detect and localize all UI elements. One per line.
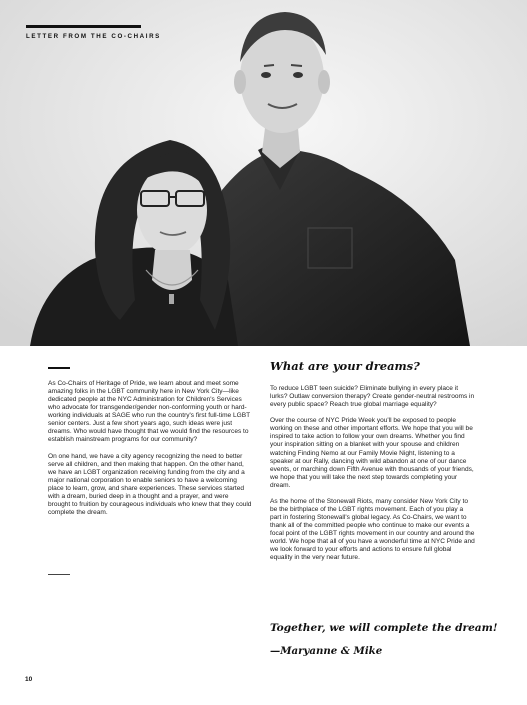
- dreams-heading: What are your dreams?: [270, 359, 420, 373]
- right-column: [270, 385, 475, 571]
- left-paragraph-1: As Co-Chairs of Heritage of Pride, we learn about and meet some amazing folks in the LGBT community here in New York City—like dedicated people at the NYC Administration for Children's Services who advocate for transgender/gender non-conforming youth or hard-working individuals at SAGE who run the country's first full-time LGBT senior centers. Just a few short years ago, such ideas were just dreams. Who would have thought that we would find the resources to establish mainstream programs for our community?: [48, 380, 250, 444]
- section-label-rule: [26, 25, 141, 28]
- left-column-bottom-rule: [48, 574, 70, 575]
- closing-line: Together, we will complete the dream!: [270, 622, 498, 634]
- right-paragraph-1: To reduce LGBT teen suicide? Eliminate bullying in every place it lurks? Outlaw conversion therapy? Create gender-neutral restrooms in every public space? Reach true global marriage equality?: [270, 385, 475, 409]
- section-label: [26, 25, 161, 40]
- right-paragraph-3: As the home of the Stonewall Riots, many consider New York City to be the birthplace of the LGBT rights movement. Each of you play a part in fostering Stonewall's global legacy. As Co-Chairs, we want to thank all of the committed people who continue to make our events a focal point of the LGBT rights movement in our country and around the world. We hope that all of you have a wonderful time at NYC Pride and we look forward to your efforts and actions to ensure full global equality in the very near future.: [270, 497, 475, 562]
- left-column-top-rule: [48, 367, 70, 369]
- portrait-illustration: [0, 0, 527, 346]
- page-number: 10: [25, 676, 33, 683]
- left-paragraph-2: On one hand, we have a city agency recognizing the need to better serve all children, and then making that happen. On the other hand, we have an LGBT organization receiving funding from the city and a major national corporation to enable seniors to have a welcoming place to learn, grow, and share experiences. These services started with a dream, buried deep in a thought and a prayer, and were brought to fruition by courageous individuals who knew that they could complete the dream.: [48, 452, 252, 516]
- co-chairs-photo: [0, 0, 527, 346]
- right-paragraph-2: Over the course of NYC Pride Week you'll be exposed to people working on these and other important efforts. We hope that you will be inspired to take action to follow your own dreams. Whether you find your inspiration sitting on a blanket with your spouse and children watching Finding Nemo at our Family Movie Night, listening to a speaker at our Rally, dancing with wild abandon at one of our dance events, or marching down Fifth Avenue with thousands of your friends, we hope that you will take the next step towards completing your dream.: [270, 417, 474, 489]
- signature: —Maryanne & Mike: [270, 645, 383, 657]
- section-label-text: LETTER FROM THE CO-CHAIRS: [26, 33, 161, 40]
- left-column: [48, 380, 252, 525]
